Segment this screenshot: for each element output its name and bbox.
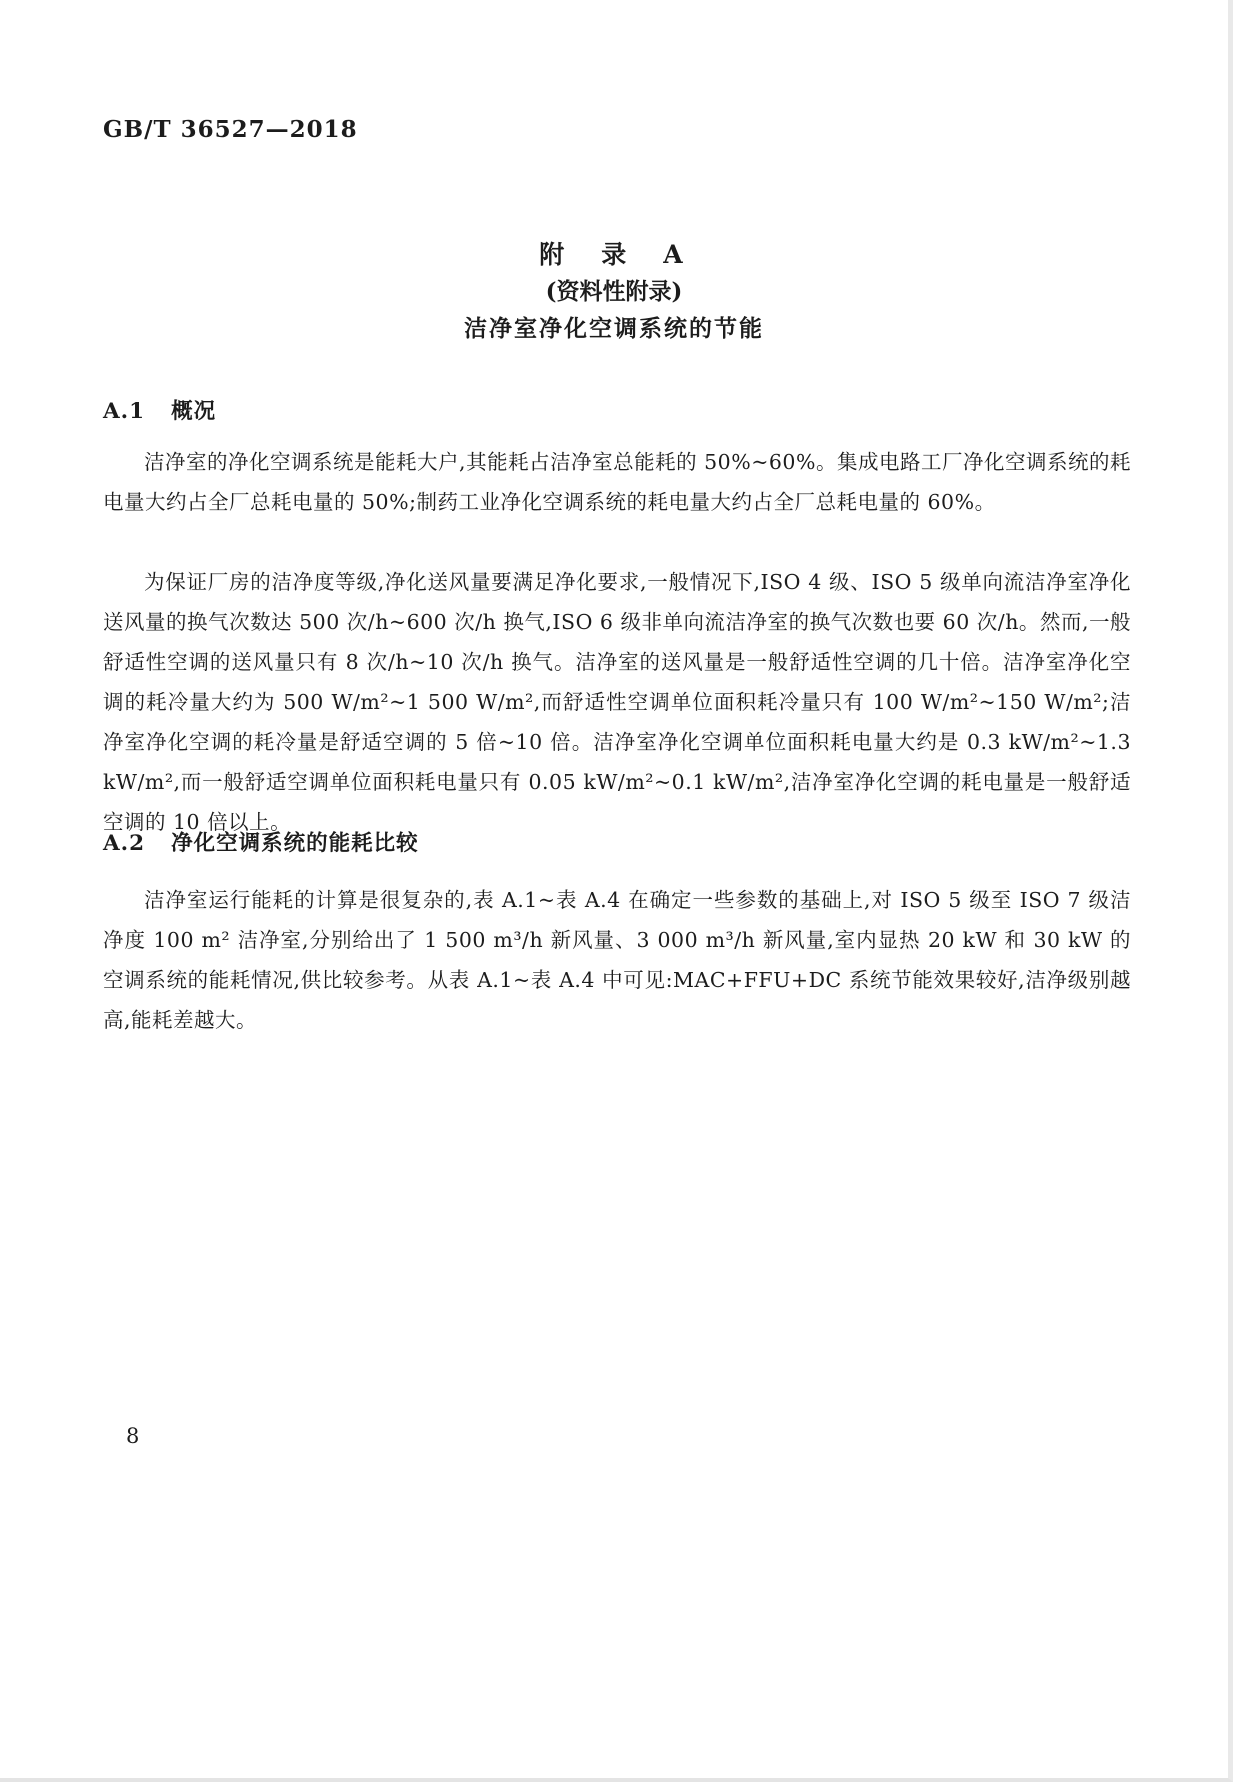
section-heading-a2 xyxy=(103,826,419,857)
appendix-title: 附 录 A xyxy=(539,240,689,269)
standard-number: GB/T 36527—2018 xyxy=(103,116,358,143)
section-heading-a1 xyxy=(103,394,216,425)
page-number: 8 xyxy=(126,1424,140,1448)
section-title: 净化空调系统的能耗比较 xyxy=(171,831,419,856)
paragraph: 洁净室的净化空调系统是能耗大户,其能耗占洁净室总能耗的 50%~60%。集成电路工厂净化空调系统的耗电量大约占全厂总耗电量的 50%;制药工业净化空调系统的耗电量大约占全厂总耗电量的 60%。 xyxy=(103,450,1131,514)
section-number: A.2 xyxy=(103,831,146,856)
appendix-topic: 洁净室净化空调系统的节能 xyxy=(464,315,764,342)
paragraph: 为保证厂房的洁净度等级,净化送风量要满足净化要求,一般情况下,ISO 4 级、ISO 5 级单向流洁净室净化送风量的换气次数达 500 次/h~600 次/h 换气,ISO 6 级非单向流洁净室的换气次数也要 60 次/h。然而,一般舒适性空调的送风量只有 8 次/h~10 次/h 换气。洁净室的送风量是一般舒适性空调的几十倍。洁净室净化空调的耗冷量大约为 500 W/m²~1 500 W/m²,而舒适性空调单位面积耗冷量只有 100 W/m²~150 W/m²;洁净室净化空调的耗冷量是舒适空调的 5 倍~10 倍。洁净室净化空调单位面积耗电量大约是 0.3 kW/m²~1.3 kW/m²,而一般舒适空调单位面积耗电量只有 0.05 kW/m²~0.1 kW/m²,洁净室净化空调的耗电量是一般舒适空调的 10 倍以上。 xyxy=(103,570,1131,834)
appendix-subtitle: (资料性附录) xyxy=(545,278,683,305)
paragraph: 洁净室运行能耗的计算是很复杂的,表 A.1~表 A.4 在确定一些参数的基础上,对 ISO 5 级至 ISO 7 级洁净度 100 m² 洁净室,分别给出了 1 500 m³/h 新风量、3 000 m³/h 新风量,室内显热 20 kW 和 30 kW 的空调系统的能耗情况,供比较参考。从表 A.1~表 A.4 中可见:MAC+FFU+DC 系统节能效果较好,洁净级别越高,能耗差越大。 xyxy=(103,888,1131,1032)
appendix-title-block xyxy=(0,236,1228,347)
section-title: 概况 xyxy=(171,399,217,424)
section-number: A.1 xyxy=(103,399,146,424)
